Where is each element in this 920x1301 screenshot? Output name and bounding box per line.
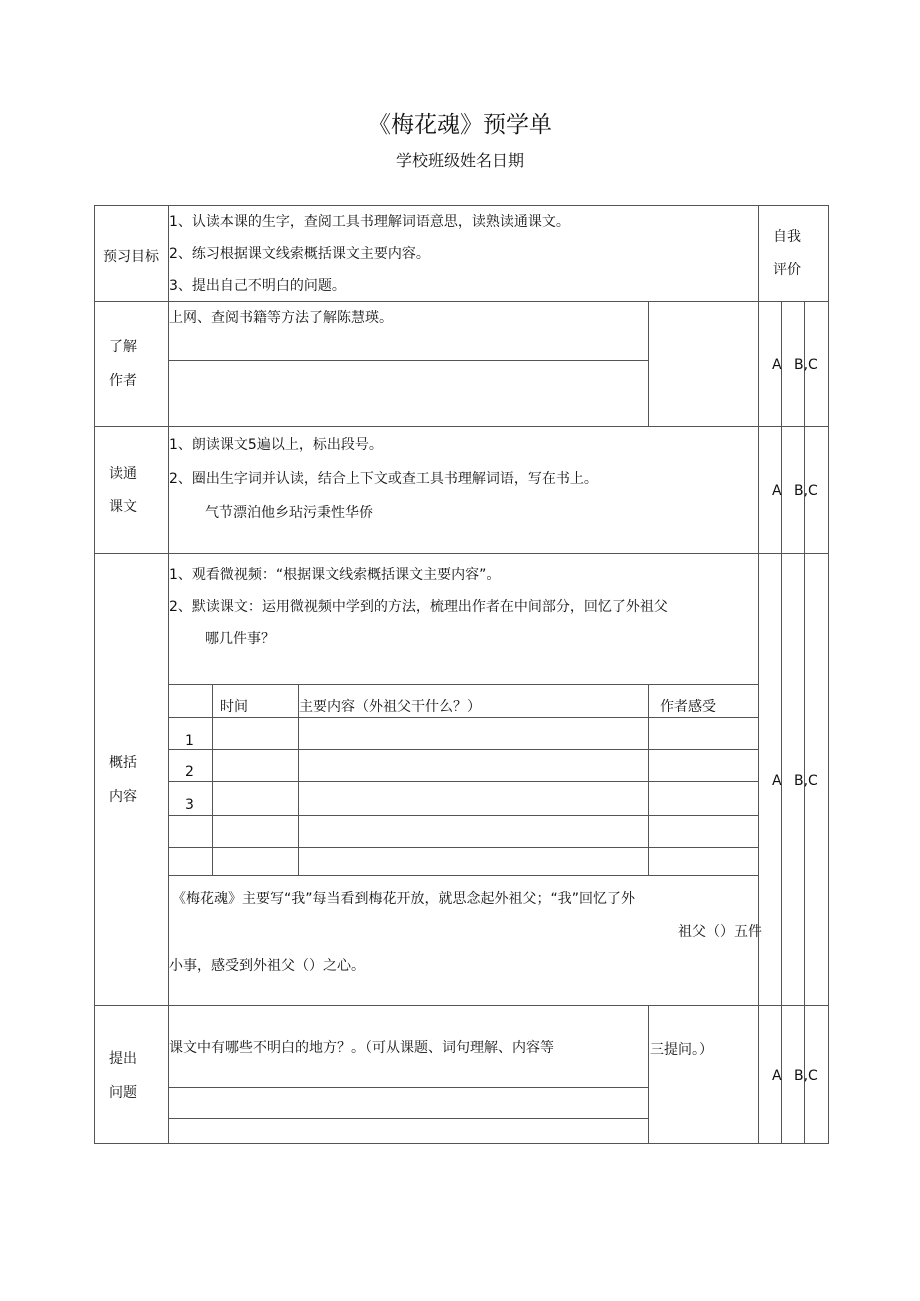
grade-bc: B,C	[794, 1068, 818, 1084]
column-divider	[781, 301, 782, 1144]
reading-item: 1、朗读课文5遍以上，标出段号。	[169, 437, 383, 453]
page-subtitle: 学校班级姓名日期	[395, 151, 524, 170]
questions-prompt-end: 三提问。）	[650, 1042, 713, 1058]
row-divider	[94, 426, 829, 427]
row-divider	[168, 749, 758, 750]
questions-prompt: 课文中有哪些不明白的地方？。（可从课题、词句理解、内容等	[169, 1040, 554, 1056]
row-divider	[168, 875, 758, 876]
summary-item: 哪几件事？	[205, 631, 275, 647]
goal-item: 1、认读本课的生字，查阅工具书理解词语意思，读熟读通课文。	[169, 214, 570, 230]
summary-item: 1、观看微视频：“根据课文线索概括课文主要内容”。	[169, 567, 501, 583]
reading-label: 读通	[109, 466, 137, 482]
row-divider	[168, 815, 758, 816]
column-divider	[648, 684, 649, 875]
column-divider	[804, 301, 805, 1144]
row-divider	[168, 847, 758, 848]
column-divider	[168, 205, 169, 1144]
row-number: 2	[185, 764, 194, 780]
header-feeling: 作者感受	[660, 699, 716, 715]
goal-item: 2、练习根据课文线索概括课文主要内容。	[169, 246, 430, 262]
grade-bc: B,C	[794, 773, 818, 789]
table-border	[828, 205, 829, 1144]
questions-label: 问题	[109, 1085, 137, 1101]
row-number: 3	[185, 797, 194, 813]
grade-bc: B,C	[794, 357, 818, 373]
answer-line	[168, 360, 648, 361]
new-words: 气节漂泊他乡玷污秉性华侨	[205, 505, 373, 521]
header-content: 主要内容（外祖父干什么？）	[299, 699, 481, 715]
summary-label: 内容	[109, 789, 137, 805]
questions-label: 提出	[109, 1051, 137, 1067]
summary-paragraph: 祖父（）五件	[678, 924, 762, 940]
table-border	[94, 1143, 829, 1144]
column-divider	[758, 205, 759, 1144]
row-divider	[168, 781, 758, 782]
grade-a: A	[772, 1068, 782, 1084]
answer-line	[168, 1118, 648, 1119]
self-eval-label: 自我	[773, 229, 801, 245]
column-divider	[212, 684, 213, 875]
reading-label: 课文	[109, 499, 137, 515]
summary-paragraph: 《梅花魂》主要写“我”每当看到梅花开放，就思念起外祖父；“我”回忆了外	[172, 891, 636, 907]
grade-a: A	[772, 357, 782, 373]
goals-label: 预习目标	[103, 249, 159, 265]
author-task: 上网、查阅书籍等方法了解陈慧瑛。	[169, 310, 393, 326]
goal-item: 3、提出自己不明白的问题。	[169, 278, 346, 294]
row-number: 1	[185, 733, 194, 749]
page-title: 《梅花魂》预学单	[368, 112, 552, 138]
summary-label: 概括	[109, 755, 137, 771]
row-divider	[94, 301, 829, 302]
grade-bc: B,C	[794, 483, 818, 499]
author-label: 了解	[109, 339, 137, 355]
reading-item: 2、圈出生字词并认读，结合上下文或查工具书理解词语，写在书上。	[169, 471, 598, 487]
grade-a: A	[772, 483, 782, 499]
row-divider	[168, 717, 758, 718]
header-time: 时间	[220, 699, 248, 715]
summary-paragraph: 小事，感受到外祖父（）之心。	[169, 958, 365, 974]
self-eval-label: 评价	[773, 262, 801, 278]
column-divider	[648, 1005, 649, 1143]
column-divider	[648, 301, 649, 426]
answer-line	[168, 1087, 648, 1088]
table-border	[94, 205, 95, 1144]
row-divider	[94, 1005, 829, 1006]
grade-a: A	[772, 773, 782, 789]
row-divider	[94, 553, 829, 554]
row-divider	[168, 684, 758, 685]
summary-item: 2、默读课文：运用微视频中学到的方法，梳理出作者在中间部分，回忆了外祖父	[169, 599, 668, 615]
author-label: 作者	[109, 373, 137, 389]
table-border	[94, 205, 829, 206]
